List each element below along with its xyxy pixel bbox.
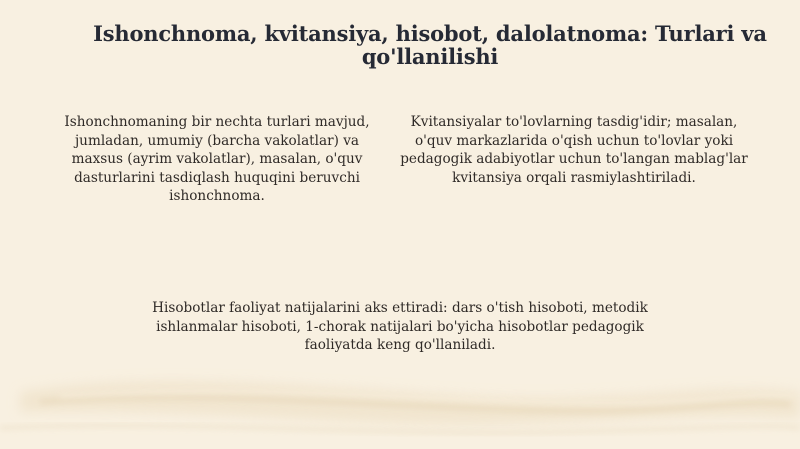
kvitansiya-text-block: Kvitansiyalar to'lovlarning tasdig'idir; masalan, o'quv markazlarida o'qish uchun to'lovlar yoki pedagogik adabiyotlar uchun to'langan mablag'lar kvitansiya orqali rasmiylashtiriladi. (400, 114, 748, 186)
ishonchnoma-text-block: Ishonchnomaning bir nechta turlari mavjud, jumladan, umumiy (barcha vakolatlar) va maxsus (ayrim vakolatlar), masalan, o'quv dasturlarini tasdiqlash huquqini beruvchi ishonchnoma. (64, 114, 370, 204)
brush-stroke (0, 381, 800, 432)
page-title: Ishonchnoma, kvitansiya, hisobot, dalolatnoma: Turlari va qo'llanilishi (93, 21, 767, 69)
hisobot-text-block: Hisobotlar faoliyat natijalarini aks ettiradi: dars o'tish hisoboti, metodik ishlanmalar hisoboti, 1-chorak natijalari bo'yicha hisobotlar pedagogik faoliyatda keng qo'llaniladi. (152, 300, 648, 353)
